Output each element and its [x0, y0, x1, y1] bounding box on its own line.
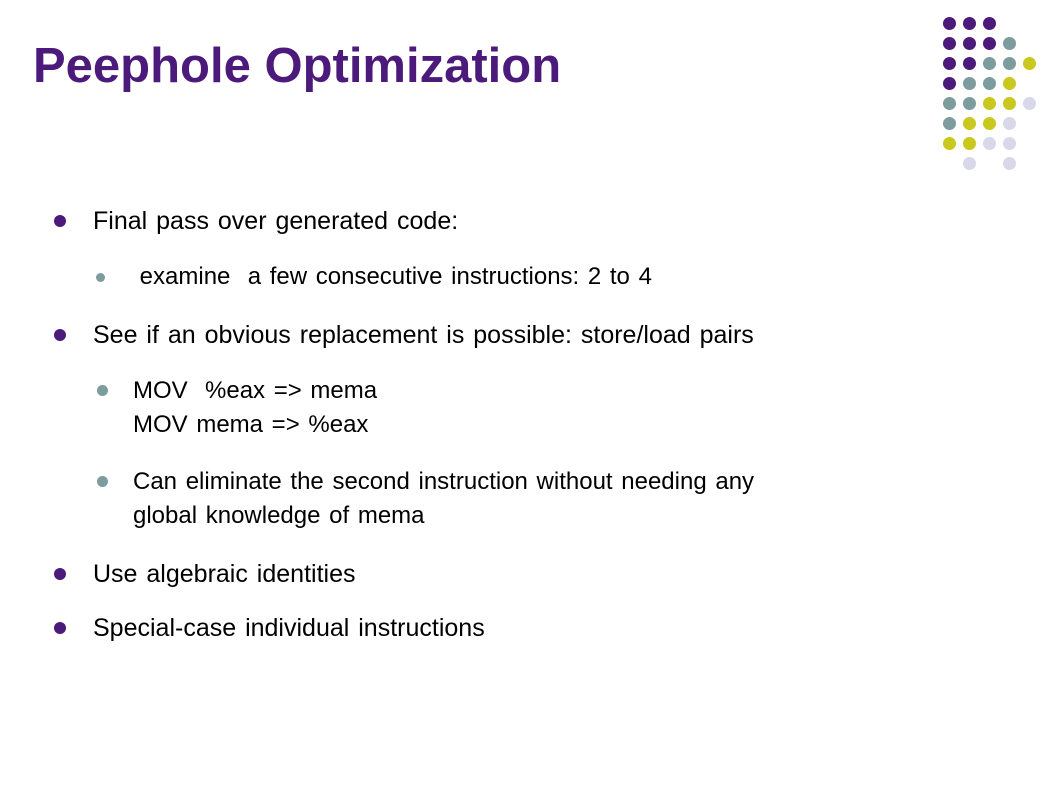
bullet-dot: [96, 273, 105, 282]
code-line: MOV %eax => mema: [133, 377, 378, 404]
bullet-final-pass: [93, 203, 458, 239]
bullet-text: global knowledge of mema: [133, 502, 425, 529]
bullet-text: examine a few consecutive instructions: 2 to 4: [131, 263, 652, 290]
bullet-algebraic: [93, 556, 355, 592]
bullet-dot: [97, 476, 108, 487]
bullet-examine: [131, 260, 652, 294]
bullet-dot: [54, 622, 66, 634]
bullet-eliminate: [133, 465, 754, 533]
bullet-dot: [54, 329, 66, 341]
bullet-dot: [54, 215, 66, 227]
bullet-dot: [54, 568, 66, 580]
bullet-text: See if an obvious replacement is possible: store/load pairs: [93, 321, 754, 349]
code-line: MOV mema => %eax: [133, 411, 369, 438]
bullet-special-case: [93, 610, 485, 646]
bullet-text: Use algebraic identities: [93, 560, 356, 588]
bullet-mov-example: [133, 374, 377, 442]
bullet-obvious-replacement: [93, 317, 754, 353]
bullet-text: Special-case individual instructions: [93, 614, 485, 642]
bullet-dot: [97, 385, 108, 396]
bullet-text: Final pass over generated code:: [93, 207, 459, 235]
slide-title: Peephole Optimization: [33, 39, 562, 93]
bullet-text: Can eliminate the second instruction without needing any: [133, 468, 755, 495]
